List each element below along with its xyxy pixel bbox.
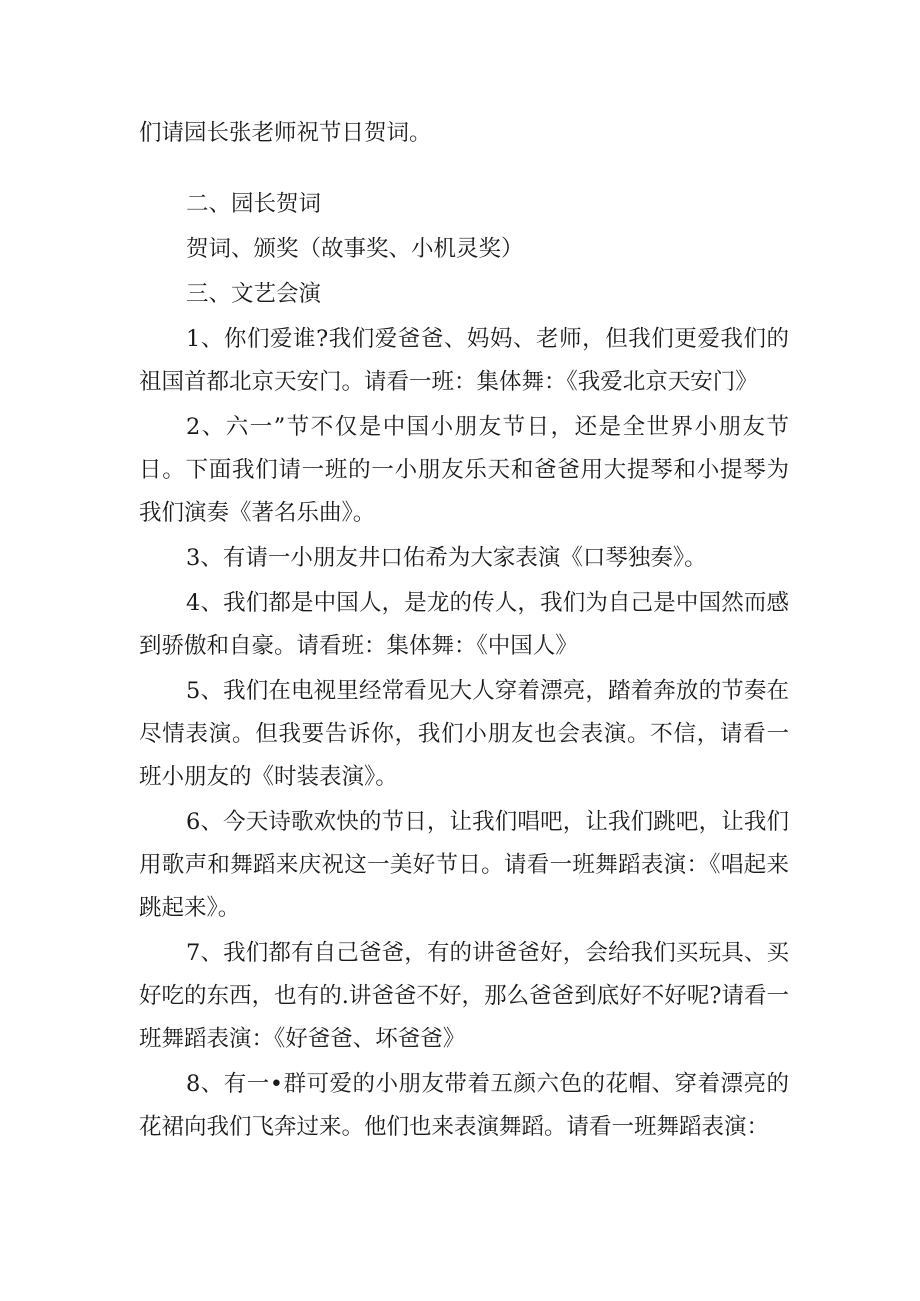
paragraph-continuation: 们请园长张老师祝节日贺词。 (139, 120, 432, 146)
program-item-6: 6、今天诗歌欢快的节日，让我们唱吧，让我们跳吧，让我们用歌声和舞蹈来庆祝这一美好节日。请看一班舞蹈表演：《唱起来跳起来》。 (139, 809, 789, 921)
program-item-1: 1、你们爱谁?我们爱爸爸、妈妈、老师，但我们更爱我们的祖国首都北京天安门。请看一班：集体舞：《我爱北京天安门》 (139, 326, 789, 395)
program-item-2: 2、六一”节不仅是中国小朋友节日，还是全世界小朋友节日。下面我们请一班的一小朋友乐天和爸爸用大提琴和小提琴为我们演奏《著名乐曲》。 (139, 414, 789, 526)
document-body (139, 112, 789, 1149)
program-item-3: 3、有请一小朋友井口佑希为大家表演《口琴独奏》。 (186, 545, 707, 571)
program-item-5: 5、我们在电视里经常看见大人穿着漂亮，踏着奔放的节奏在尽情表演。但我要告诉你，我们小朋友也会表演。不信，请看一班小朋友的《时装表演》。 (139, 678, 789, 790)
section-heading-performance: 三、文艺会演 (186, 281, 322, 307)
section-heading-principal-speech: 二、园长贺词 (186, 191, 322, 217)
program-item-4: 4、我们都是中国人，是龙的传人，我们为自己是中国然而感到骄傲和自豪。请看班：集体舞：《中国人》 (139, 590, 789, 659)
paragraph-awards: 贺词、颁奖（故事奖、小机灵奖） (186, 236, 524, 262)
program-item-8: 8、有一•群可爱的小朋友带着五颜六色的花帽、穿着漂亮的花裙向我们飞奔过来。他们也来表演舞蹈。请看一班舞蹈表演： (139, 1071, 789, 1140)
program-item-7: 7、我们都有自己爸爸，有的讲爸爸好，会给我们买玩具、买好吃的东西，也有的.讲爸爸不好，那么爸爸到底好不好呢?请看一班舞蹈表演：《好爸爸、坏爸爸》 (139, 940, 789, 1052)
